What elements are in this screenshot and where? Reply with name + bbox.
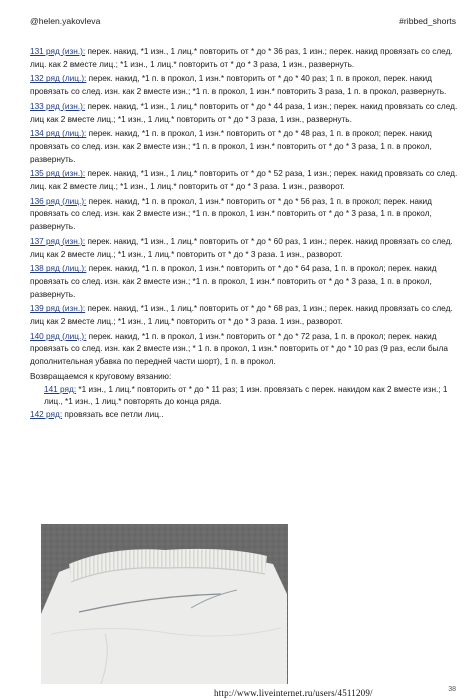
row-label: 138 ряд (лиц.): [30,264,87,274]
row-text: перек. накид, *1 п. в прокол, 1 изн.* повторить от * до * 64 раза, 1 п. в прокол; перек. накид провязать со след. изн. как 2 вместе изн.; *1 п. в прокол, 1 изн.* повторить от * до * 3 раза, 1 п. в прокол, развернуть. [30,264,437,299]
row-132 [30,73,458,98]
row-text: перек. накид, *1 п. в прокол, 1 изн.* повторить от * до * 56 раз, 1 п. в прокол; перек. накид провязать со след. изн. как 2 вместе изн.; *1 п. в прокол, 1 изн.* повторить от * до * 3 раза, 1 п. в прокол, развернуть. [30,196,432,232]
row-text: перек. накид, *1 п. в прокол, 1 изн.* повторить от * до * 48 раз, 1 п. в прокол; перек. накид провязать со след. изн. как 2 вместе изн.; *1 п. в прокол, 1 изн.* повторить от * до * 3 раза, 1 п. в прокол, развернуть. [30,129,432,164]
row-label: 141 ряд: [44,384,77,394]
row-text: перек. накид, *1 изн., 1 лиц.* повторить от * до * 52 раза, 1 изн.; перек. накид провязать со след. лиц. как 2 вместе лиц.; *1 изн., 1 лиц.* повторить от * до * 3 раза. 1 изн., разворот. [30,169,458,192]
row-text: перек. накид, *1 п. в прокол, 1 изн.* повторить от * до * 40 раз; 1 п. в прокол, перек. накид провязать со след. изн. как 2 вместе изн.; *1 п. в прокол, 1 изн.* повторить 3 раза, 1 п. в прокол, развернуть. [30,74,447,97]
page-number: 38 [448,686,456,693]
row-139 [30,303,458,328]
row-134 [30,128,458,166]
row-141 [30,384,458,409]
row-label: 136 ряд (лиц.): [30,196,87,206]
author-handle: @helen.yakovleva [30,16,101,26]
row-text: перек. накид, *1 изн., 1 лиц.* повторить от * до * 44 раза, 1 изн.; перек. накид провязать со след. лиц как 2 вместе лиц.; *1 изн., 1 лиц.* повторить от * до * 3 раза, 1 изн., развернуть. [30,101,458,124]
row-text: перек. накид, *1 изн., 1 лиц.* повторить от * до * 60 раз, 1 изн.; перек. накид провязать со след. лиц как 2 вместе лиц.; *1 изн., 1 лиц.* повторить от * до * 3 раза. 1 изн., разворот. [30,236,453,259]
row-131 [30,46,458,71]
row-137 [30,236,458,261]
row-label: 137 ряд (изн.): [30,236,86,246]
row-label: 131 ряд (изн.): [30,47,86,56]
row-label: 142 ряд: [30,409,63,419]
knitting-photo [41,524,288,684]
source-url: http://www.liveinternet.ru/users/4511209/ [214,688,373,698]
row-label: 139 ряд (изн.): [30,304,86,314]
row-label: 140 ряд (лиц.): [30,331,87,341]
knitted-shorts-image [41,524,288,684]
row-142 [30,409,458,422]
row-label: 133 ряд (изн.): [30,101,86,111]
row-136 [30,196,458,234]
row-text: перек. накид, *1 изн., 1 лиц.* повторить от * до * 36 раз, 1 изн.; перек. накид провязать со след. лиц. как 2 вместе лиц.; *1 изн., 1 лиц.* повторить от * до * 3 раза, 1 изн., развернуть. [30,47,453,69]
row-text: *1 изн., 1 лиц.* повторить от * до * 11 раз; 1 изн. провязать с перек. накидом как 2 вместе изн.; 1 лиц., *1 изн., 1 лиц.* повторять до конца ряда. [44,384,448,407]
row-label: 132 ряд (лиц.): [30,74,87,84]
row-140 [30,331,458,369]
row-135 [30,168,458,193]
row-text: перек. накид, *1 п. в прокол, 1 изн.* повторить от * до * 72 раза, 1 п. в прокол; перек. накид провязать со след. изн. как 2 вместе изн.; * 1 п. в прокол, 1 изн.* повторить от * до * 10 раз (9 раз, если была дополнительная убавка по передней части шорт), 1 п. в прокол. [30,331,448,367]
row-label: 134 ряд (лиц.): [30,129,87,139]
row-133 [30,101,458,126]
return-to-round: Возвращаемся к круговому вязанию: [30,371,172,381]
row-text: перек. накид, *1 изн., 1 лиц.* повторить от * до * 68 раз, 1 изн.; перек. накид провязать со след. лиц как 2 вместе лиц.; *1 изн., 1 лиц.* повторить от * до * 3 раза. 1 изн., разворот. [30,304,453,327]
instructions [30,46,458,422]
row-138 [30,263,458,301]
row-label: 135 ряд (изн.): [30,169,86,179]
pattern-tag: #ribbed_shorts [399,16,456,26]
row-text: провязать все петли лиц.. [62,409,164,419]
